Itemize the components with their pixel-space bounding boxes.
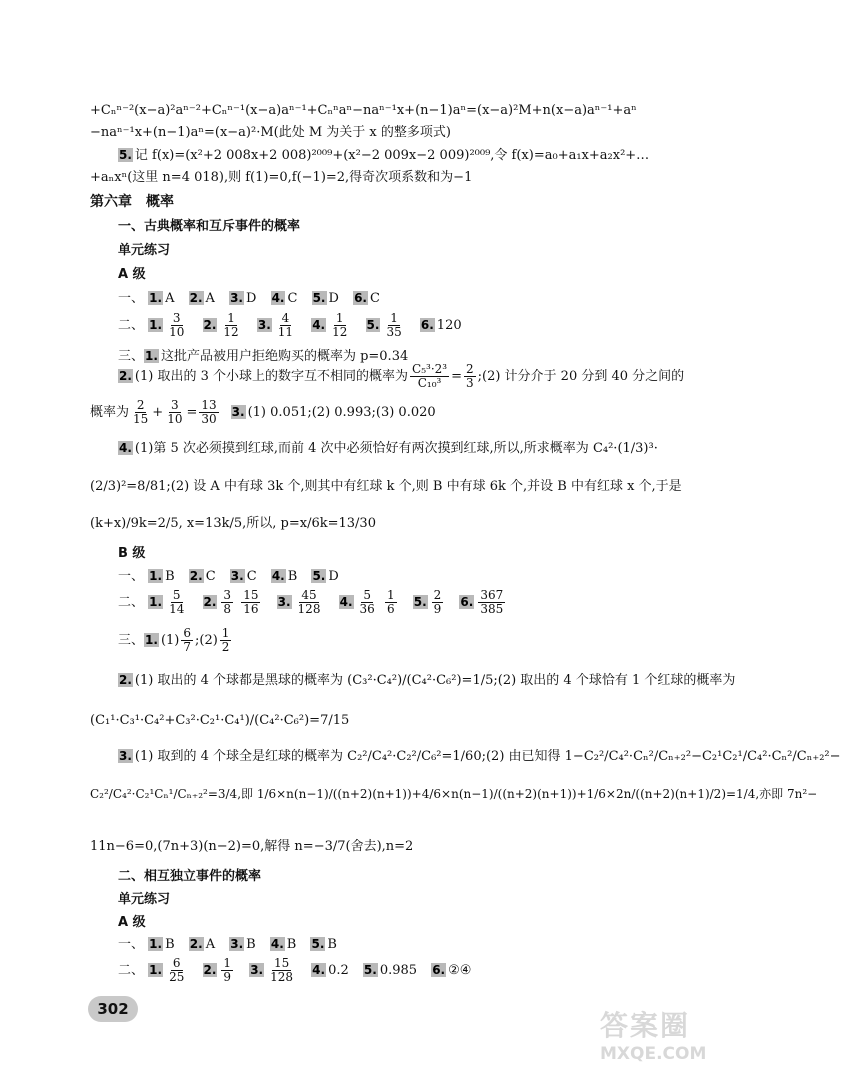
row-label: 二、 <box>118 595 145 610</box>
fraction: $\frac{1}{12}$ <box>223 311 239 339</box>
section-title: 一、古典概率和互斥事件的概率 <box>118 219 301 234</box>
fraction: $\frac{1}{35}$ <box>386 311 402 339</box>
item-number: 3. <box>250 963 264 977</box>
text-line: (k+x)/9k=2/5, x=13k/5,所以, p=x/6k=13/30 <box>90 516 376 531</box>
answer-row <box>118 568 339 586</box>
fraction: $\frac{15}{128}$ <box>270 956 294 984</box>
item-number: 6. <box>420 318 434 332</box>
text: (1) 0.051;(2) 0.993;(3) 0.020 <box>247 405 436 420</box>
text: ;(2) <box>195 633 218 648</box>
text-line: −naⁿ⁻¹x+(n−1)aⁿ=(x−a)²·M(此处 M 为关于 x 的整多项式) <box>90 125 451 140</box>
fraction: $\frac{3}{8}$ <box>223 588 232 616</box>
text-line <box>118 672 735 690</box>
answer: 120 <box>436 318 462 333</box>
item-number: 4. <box>271 291 285 305</box>
row-label: 三、 <box>118 349 145 364</box>
item-number: 2. <box>203 318 217 332</box>
text: 这批产品被用户拒绝购买的概率为 p=0.34 <box>160 349 409 364</box>
fraction: $\frac{3}{10}$ <box>167 398 183 426</box>
text-line <box>118 440 658 458</box>
item-number: 1. <box>149 291 163 305</box>
fraction: $\frac{5}{36}$ <box>359 588 375 616</box>
section-title: 二、相互独立事件的概率 <box>118 869 262 884</box>
fraction: $\frac{367}{385}$ <box>480 588 504 616</box>
item-number: 4. <box>339 595 353 609</box>
answer-row <box>118 290 380 308</box>
item-number: 4. <box>271 569 285 583</box>
item-number: 3. <box>230 569 244 583</box>
item-number: 3. <box>231 405 245 419</box>
item-number: 5. <box>119 148 132 162</box>
fraction: $\frac{45}{128}$ <box>297 588 321 616</box>
text-line: (C₁¹·C₃¹·C₄²+C₃²·C₂¹·C₄¹)/(C₄²·C₆²)=7/15 <box>90 713 350 728</box>
item-number: 5. <box>312 291 326 305</box>
unit-title: 单元练习 <box>118 892 171 907</box>
fraction: $\frac{1}{12}$ <box>332 311 348 339</box>
answer: D <box>328 291 339 306</box>
item-number: 4. <box>119 441 132 455</box>
answer: A <box>205 291 215 306</box>
answer-row <box>118 936 337 954</box>
item-number: 3. <box>119 749 132 763</box>
fraction: $\frac{6}{25}$ <box>169 956 185 984</box>
grade-label: B 级 <box>118 546 146 561</box>
item-number: 2. <box>189 569 203 583</box>
text: ;(2) 计分介于 20 分到 40 分之间的 <box>477 369 685 384</box>
watermark-url: MXQE.COM <box>600 1044 707 1064</box>
item-number: 4. <box>270 937 284 951</box>
text-line: (2/3)²=8/81;(2) 设 A 中有球 3k 个,则其中有红球 k 个,则 B 中有球 6k 个,并设 B 中有红球 x 个,于是 <box>90 479 682 494</box>
item-number: 2. <box>189 937 203 951</box>
item-number: 3. <box>230 291 243 305</box>
item-number: 1. <box>149 318 163 332</box>
row-label: 一、 <box>118 569 145 584</box>
answer-row <box>118 626 233 656</box>
answer: B <box>327 937 337 952</box>
row-label: 一、 <box>118 937 145 952</box>
fraction: $\frac{\text{C₅³·2³}}{\text{C₁₀³}}$ <box>412 362 448 390</box>
fraction: $\frac{2}{9}$ <box>433 588 442 616</box>
row-label: 二、 <box>118 963 145 978</box>
answer: C <box>246 569 257 584</box>
row-label: 三、 <box>118 633 145 648</box>
text-line <box>118 147 649 165</box>
fraction: $\frac{13}{30}$ <box>201 398 217 426</box>
text-line <box>118 748 841 766</box>
item-number: 6. <box>432 963 446 977</box>
item-number: 5. <box>366 318 380 332</box>
answer: 0.985 <box>379 963 418 978</box>
unit-title: 单元练习 <box>118 243 171 258</box>
item-number: 6. <box>460 595 474 609</box>
item-number: 1. <box>149 937 163 951</box>
item-number: 4. <box>312 963 326 977</box>
item-number: 5. <box>413 595 427 609</box>
fraction: $\frac{1}{6}$ <box>386 588 395 616</box>
watermark-logo <box>600 1004 740 1062</box>
text: (1) <box>160 633 180 648</box>
text: (1) 取出的 3 个小球上的数字互不相同的概率为 <box>134 369 409 384</box>
answer: D <box>328 569 339 584</box>
watermark-text: 答案圈 <box>600 1009 691 1042</box>
fraction: $\frac{1}{2}$ <box>221 626 230 654</box>
chapter-title: 第六章 概率 <box>90 194 174 210</box>
answer: B <box>287 569 298 584</box>
item-number: 2. <box>203 595 217 609</box>
fraction: $\frac{15}{16}$ <box>243 588 259 616</box>
answer: C <box>287 291 298 306</box>
fraction: $\frac{4}{11}$ <box>277 311 294 339</box>
item-number: 3. <box>277 595 291 609</box>
text: 记 f(x)=(x²+2 008x+2 008)²⁰⁰⁹+(x²−2 009x−2 009)²⁰⁰⁹,令 f(x)=a₀+a₁x+a₂x²+… <box>134 148 650 163</box>
item-number: 1. <box>145 633 158 647</box>
answer: ②④ <box>448 963 472 978</box>
grade-label: A 级 <box>118 267 146 282</box>
answer: B <box>165 569 175 584</box>
item-number: 2. <box>203 963 217 977</box>
item-number: 6. <box>354 291 367 305</box>
answer-row <box>118 312 462 340</box>
item-number: 2. <box>119 673 132 687</box>
answer: B <box>165 937 175 952</box>
fraction: $\frac{6}{7}$ <box>183 626 191 654</box>
text-line: 2. (1) 取出的 3 个小球上的数字互不相同的概率为 $\frac{\text{C₅³·2³}}{\text{C₁₀³}}$ = $\frac{2}{3}$ ;(2) 计分介于 20 分到 40 分之间的 <box>119 362 685 390</box>
answer: C <box>370 291 380 306</box>
answer-row <box>118 956 471 986</box>
fraction: $\frac{2}{15}$ <box>133 398 149 426</box>
text-line: 11n−6=0,(7n+3)(n−2)=0,解得 n=−3/7(舍去),n=2 <box>90 839 414 854</box>
text: (1) 取出的 4 个球都是黑球的概率为 (C₃²·C₄²)/(C₄²·C₆²)=1/5;(2) 取出的 4 个球恰有 1 个红球的概率为 <box>134 673 736 688</box>
item-number: 1. <box>149 963 163 977</box>
fraction: $\frac{3}{10}$ <box>169 311 185 339</box>
text: (1)第 5 次必须摸到红球,而前 4 次中必须恰好有两次摸到红球,所以,所求概率为 C₄²·(1/3)³· <box>134 441 658 456</box>
row-label: 一、 <box>118 291 145 306</box>
answer: C <box>205 569 216 584</box>
fraction: $\frac{5}{14}$ <box>169 588 185 616</box>
item-number: 3. <box>257 318 271 332</box>
answer-row <box>118 588 507 618</box>
item-number: 5. <box>311 937 325 951</box>
answer: A <box>165 291 175 306</box>
page-number: 302 <box>88 996 138 1022</box>
item-number: 1. <box>145 349 158 363</box>
item-number: 2. <box>119 369 132 383</box>
text-line: C₂²/C₄²·C₂¹Cₙ¹/Cₙ₊₂²=3/4,即 1/6×n(n−1)/((n+2)(n+1))+4/6×n(n−1)/((n+2)(n+1))+1/6×2n/((n+2)(n+1)/2)=1/4,亦即 7n²− <box>90 787 818 801</box>
item-number: 1. <box>149 595 163 609</box>
answer: 0.2 <box>328 963 349 978</box>
text: (1) 取到的 4 个球全是红球的概率为 C₂²/C₄²·C₂²/C₆²=1/60;(2) 由已知得 1−C₂²/C₄²·Cₙ²/Cₙ₊₂²−C₂¹C₂¹/C₄²·Cₙ²/Cₙ₊₂²− <box>134 749 841 764</box>
text-line: 概率为 $\frac{2}{15}$ + $\frac{3}{10}$ = $\frac{13}{30}$ 3. (1) 0.051;(2) 0.993;(3) 0.020 <box>90 398 436 426</box>
fraction: $\frac{2}{3}$ <box>465 362 474 390</box>
answer: A <box>205 937 216 952</box>
item-number: 3. <box>230 937 244 951</box>
answer: B <box>246 937 256 952</box>
text-line: +Cₙⁿ⁻²(x−a)²aⁿ⁻²+Cₙⁿ⁻¹(x−a)aⁿ⁻¹+Cₙⁿaⁿ−naⁿ⁻¹x+(n−1)aⁿ=(x−a)²M+n(x−a)aⁿ⁻¹+aⁿ <box>90 103 637 118</box>
item-number: 5. <box>312 569 326 583</box>
item-number: 1. <box>149 569 163 583</box>
answer: D <box>245 291 257 306</box>
text-line: +aₙxⁿ(这里 n=4 018),则 f(1)=0,f(−1)=2,得奇次项系数和为−1 <box>90 170 473 185</box>
grade-label: A 级 <box>118 915 146 930</box>
answer: B <box>286 937 297 952</box>
item-number: 4. <box>312 318 326 332</box>
item-number: 5. <box>363 963 377 977</box>
fraction: $\frac{1}{9}$ <box>223 956 232 984</box>
text: 概率为 <box>90 405 130 420</box>
item-number: 2. <box>189 291 203 305</box>
row-label: 二、 <box>118 318 145 333</box>
